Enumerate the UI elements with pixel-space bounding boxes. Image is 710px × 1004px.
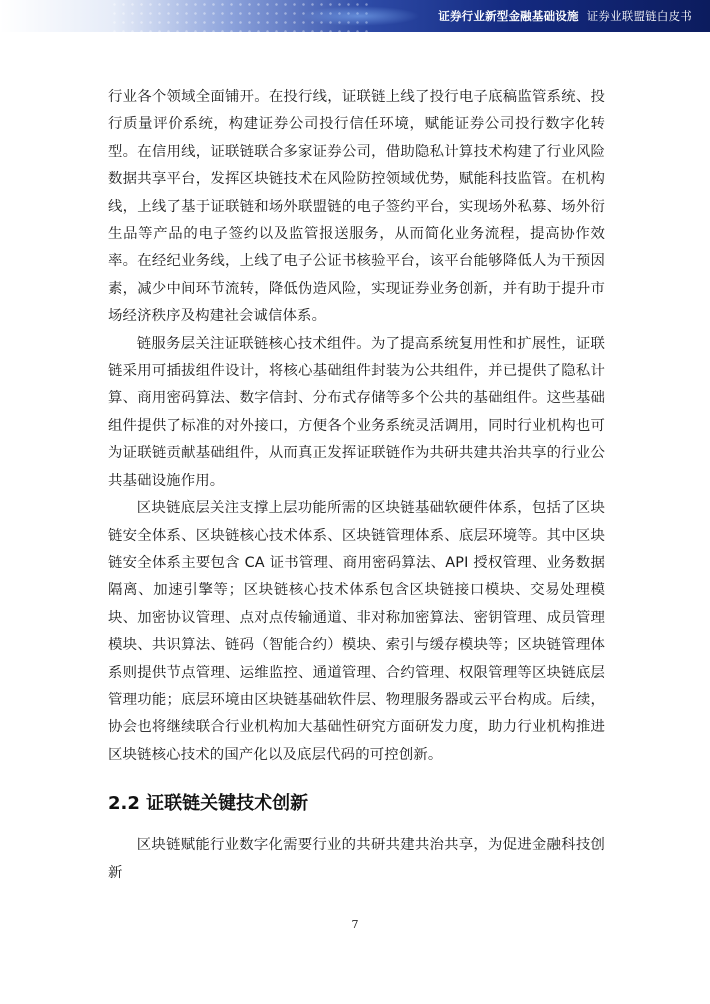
header-glow xyxy=(300,6,420,26)
body-paragraph-1: 行业各个领域全面铺开。在投行线，证联链上线了投行电子底稿监管系统、投行质量评价系统，构建证券公司投行信任环境，赋能证券公司投行数字化转型。在信用线，证联链联合多家证券公司，借助隐私计算技术构建了行业风险数据共享平台，发挥区块链技术在风险防控领域优势，赋能科技监管。在机构线，上线了基于证联链和场外联盟链的电子签约平台，实现场外私募、场外衍生品等产品的电子签约以及监管报送服务，从而简化业务流程，提高协作效率。在经纪业务线，上线了电子公证书核验平台，该平台能够降低人为干预因素，减少中间环节流转，降低伪造风险，实现证券业务创新，并有助于提升市场经济秩序及构建社会诚信体系。 xyxy=(108,89,605,325)
body-paragraph-2: 链服务层关注证联链核心技术组件。为了提高系统复用性和扩展性，证联链采用可插拔组件设计，将核心基础组件封装为公共组件，并已提供了隐私计算、商用密码算法、数字信封、分布式存储等多个公共的基础组件。这些基础组件提供了标准的对外接口，方便各个业务系统灵活调用，同时行业机构也可为证联链贡献基础组件，从而真正发挥证联链作为共研共建共治共享的行业公共基础设施作用。 xyxy=(108,335,605,489)
header-title xyxy=(438,7,692,25)
header-banner xyxy=(0,0,710,32)
body-paragraph-4: 区块链赋能行业数字化需要行业的共研共建共治共享，为促进金融科技创新 xyxy=(108,837,605,881)
header-title-sub: 证券业联盟链白皮书 xyxy=(586,9,692,23)
section-heading: 2.2 证联链关键技术创新 xyxy=(108,793,309,815)
page-number: 7 xyxy=(351,918,359,931)
header-title-main: 证券行业新型金融基础设施 xyxy=(438,9,579,23)
body-paragraph-3: 区块链底层关注支撑上层功能所需的区块链基础软硬件体系，包括了区块链安全体系、区块链核心技术体系、区块链管理体系、底层环境等。其中区块链安全体系主要包含 CA 证书管理、商用密码算法、API 授权管理、业务数据隔离、加速引擎等；区块链核心技术体系包含区块链接口模块、交易处理模块、加密协议管理、点对点传输通道、非对称加密算法、密钥管理、成员管理模块、共识算法、链码（智能合约）模块、索引与缓存模块等；区块链管理体系则提供节点管理、运维监控、通道管理、合约管理、权限管理等区块链底层管理功能；底层环境由区块链基础软件层、物理服务器或云平台构成。后续，协会也将继续联合行业机构加大基础性研究方面研发力度，助力行业机构推进区块链核心技术的国产化以及底层代码的可控创新。 xyxy=(108,500,605,763)
page-content xyxy=(108,84,605,887)
